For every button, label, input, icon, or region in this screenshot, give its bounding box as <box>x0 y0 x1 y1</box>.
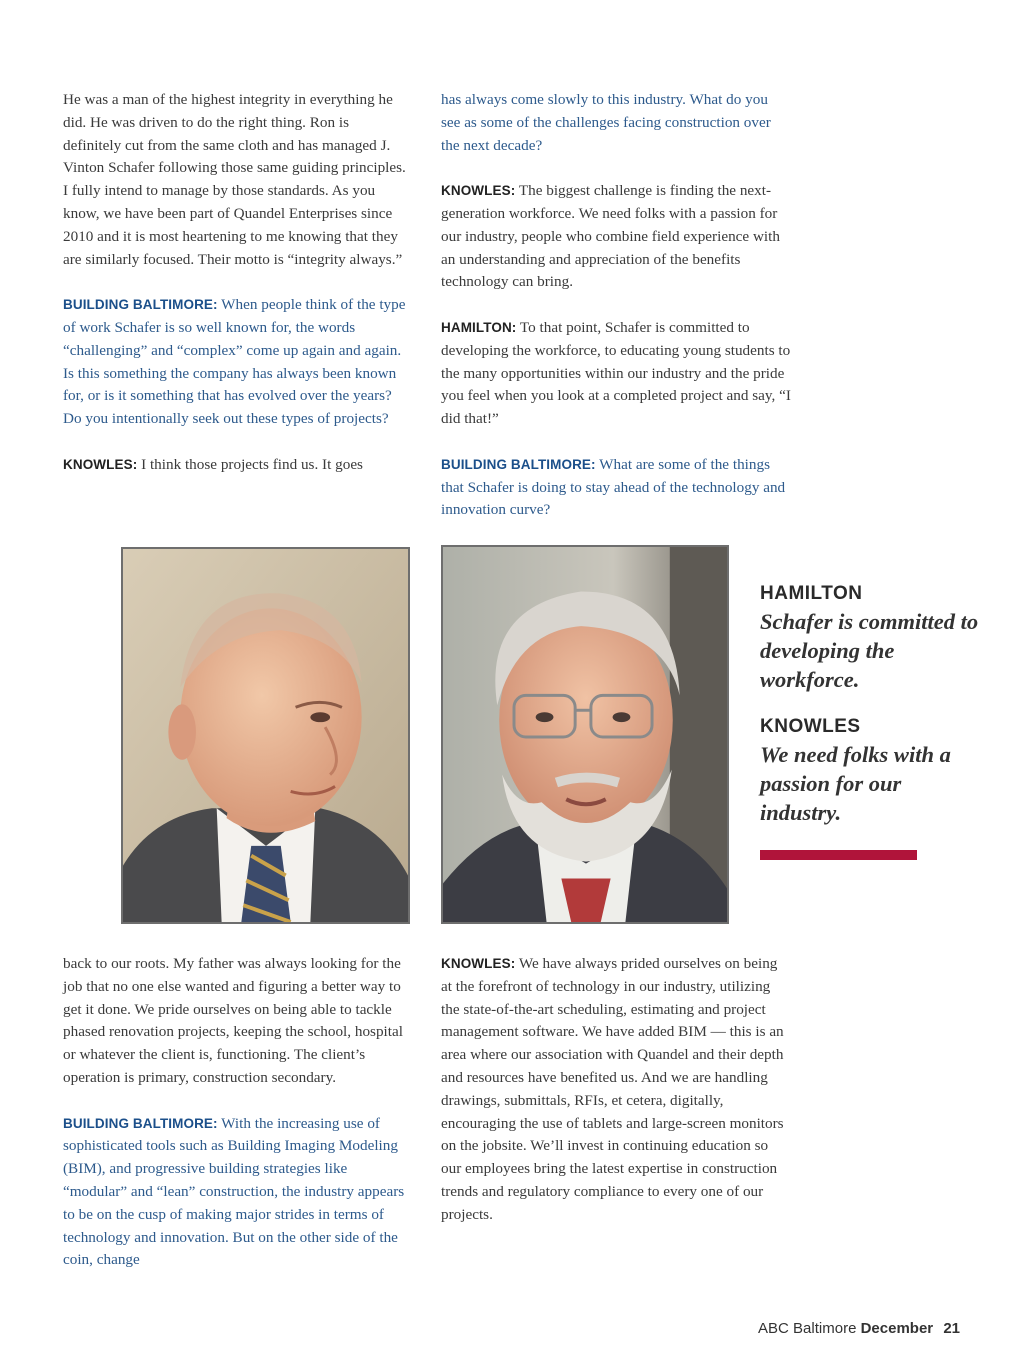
column-right-bottom <box>441 953 791 1227</box>
question <box>441 454 791 522</box>
portrait-photo-hamilton <box>121 547 410 924</box>
question-text: What are some of the things that Schafer is doing to stay ahead of the technology and innovation curve? <box>441 455 786 519</box>
speaker-label: KNOWLES: <box>441 956 516 971</box>
answer <box>63 454 407 477</box>
answer <box>441 180 791 294</box>
speaker-label: BUILDING BALTIMORE: <box>63 297 218 313</box>
speaker-label: KNOWLES: <box>63 456 138 472</box>
pull-quote-block <box>760 583 980 849</box>
question-continuation: has always come slowly to this industry. What do you see as some of the challenges facing construction over the next decade? <box>441 91 771 154</box>
column-right-top <box>441 89 791 522</box>
paragraph: back to our roots. My father was always looking for the job that no one else wanted and figuring a better way to get it done. We pride ourselves on being able to tackle phased renovation projects, keeping the school, hospital or whatever the client is, functioning. The client’s operation is primary, construction secondary. <box>63 955 403 1086</box>
question <box>63 294 407 431</box>
question <box>63 1113 407 1273</box>
page-number: 21 <box>943 1320 960 1337</box>
question-text: With the increasing use of sophisticated tools such as Building Imaging Modeling (BIM), and progressive building strategies like “modular” and “lean” construction, the industry appears to be on the cusp of making major strides in terms of technology and innovation. But on the other side of the coin, change <box>63 1114 405 1269</box>
speaker-label: KNOWLES: <box>441 183 516 199</box>
accent-bar <box>760 850 917 860</box>
pull-quote-text: We need folks with a passion for our industry. <box>760 742 951 825</box>
pull-quote-name: KNOWLES <box>760 716 861 737</box>
pull-quote-name: HAMILTON <box>760 583 863 604</box>
answer-text: To that point, Schafer is committed to developing the workforce, to educating young students to the many opportunities within our industry and the pride you feel when you look at a completed project and say, “I did that!” <box>441 318 791 428</box>
paragraph: He was a man of the highest integrity in everything he did. He was driven to do the right thing. Ron is definitely cut from the same cloth and has managed J. Vinton Schafer following those same guiding principles. I fully intend to manage by those standards. As you know, we have been part of Quandel Enterprises since 2010 and it is most heartening to me knowing that they are similarly focused. Their motto is “integrity always.” <box>63 91 406 268</box>
publication-name: ABC Baltimore <box>758 1320 857 1337</box>
speaker-label: BUILDING BALTIMORE: <box>63 1115 218 1131</box>
issue-month: December <box>860 1320 934 1337</box>
answer <box>441 953 791 1227</box>
answer-text: The biggest challenge is finding the next-generation workforce. We need folks with a passion for our industry, people who combine field experience with an understanding and appreciation of the benefits technology can bring. <box>441 182 780 291</box>
answer-text: I think those projects find us. It goes <box>141 455 363 473</box>
column-left-bottom <box>63 953 407 1272</box>
portrait-photo-knowles <box>441 545 729 924</box>
question-text: When people think of the type of work Schafer is so well known for, the words “challenging” and “complex” come up again and again. Is this something the company has always been known for, or is it something that has evolved over the years? Do you intentionally seek out these types of projects? <box>63 296 406 428</box>
speaker-label: BUILDING BALTIMORE: <box>441 456 596 472</box>
column-left-top <box>63 89 407 477</box>
speaker-label: HAMILTON: <box>441 319 517 335</box>
answer <box>441 317 791 431</box>
pull-quote-text: Schafer is committed to developing the workforce. <box>760 609 979 692</box>
page-footer <box>758 1320 960 1337</box>
answer-text: We have always prided ourselves on being at the forefront of technology in our industry, utilizing the state-of-the-art scheduling, estimating and project management software. We have added BIM — this is an area where our association with Quandel and their depth and resources have benefited us. And we are handling drawings, submittals, RFIs, et cetera, digitally, encouraging the use of tablets and large-screen monitors on the jobsite. We’ll invest in continuing education so our employees bring the latest expertise in construction trends and regulatory compliance to every one of our projects. <box>441 955 784 1223</box>
